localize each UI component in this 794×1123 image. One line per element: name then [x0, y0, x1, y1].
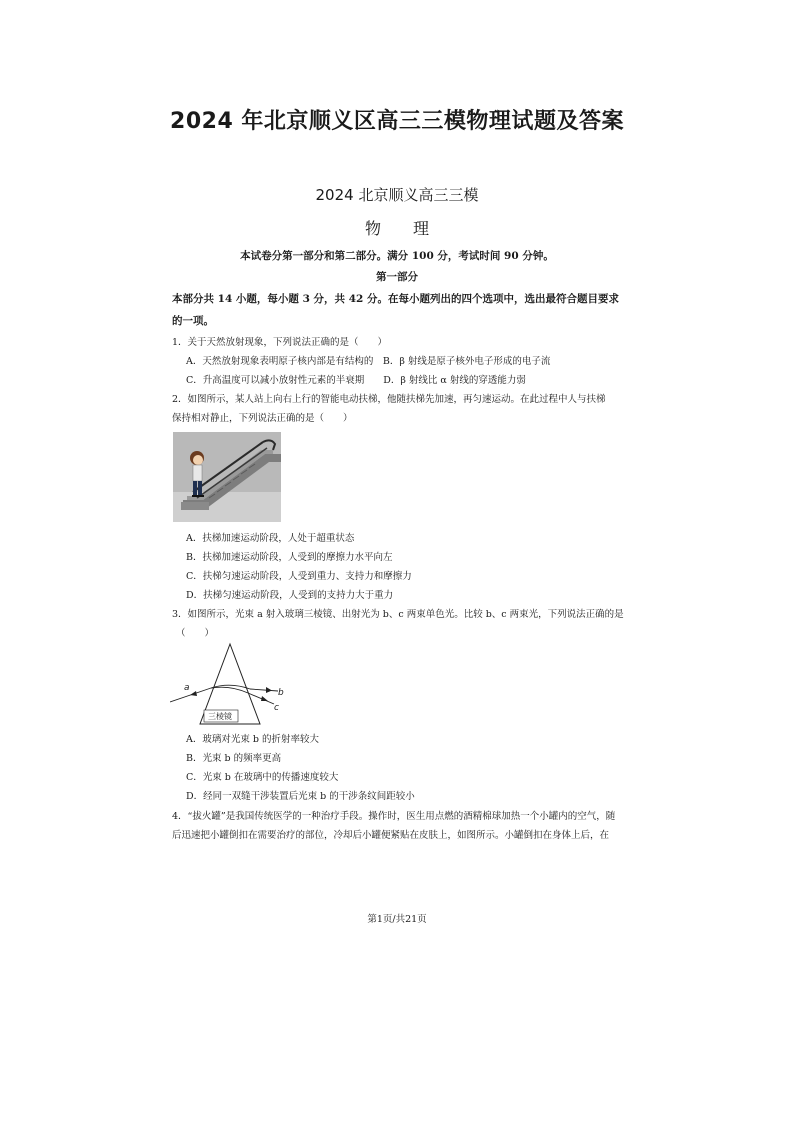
- q1-options-ab: A．天然放射现象表明原子核内部是有结构的 B．β 射线是原子核外电子形成的电子流: [186, 356, 551, 367]
- q2-option-b: B．扶梯加速运动阶段，人受到的摩擦力水平向左: [186, 552, 393, 563]
- q2-stem-line2: 保持相对静止，下列说法正确的是（ ）: [172, 413, 353, 424]
- prism-diagram: [170, 642, 290, 726]
- q2-option-a: A．扶梯加速运动阶段，人处于超重状态: [186, 533, 355, 544]
- escalator-illustration: [173, 432, 281, 522]
- prism-label: 三棱镜: [208, 712, 232, 721]
- prism-figure: [170, 642, 290, 726]
- q1-options-cd: C．升高温度可以减小放射性元素的半衰期 D．β 射线比 α 射线的穿透能力弱: [186, 375, 526, 386]
- page-number: 第1页/共21页: [367, 914, 427, 925]
- q4-stem-line2: 后迅速把小罐倒扣在需要治疗的部位，冷却后小罐便紧贴在皮肤上，如图所示。小罐倒扣在身体上后，在: [172, 830, 610, 841]
- q3-option-a: A．玻璃对光束 b 的折射率较大: [186, 734, 319, 745]
- q3-option-c: C．光束 b 在玻璃中的传播速度较大: [186, 772, 339, 783]
- ray-c-label: c: [274, 703, 279, 713]
- q3-option-b: B．光束 b 的频率更高: [186, 753, 282, 764]
- ray-b-label: b: [278, 688, 284, 698]
- q3-stem-line2: （ ）: [176, 628, 215, 639]
- part1-title: 第一部分: [376, 271, 418, 283]
- document-title: 2024 年北京顺义区高三三模物理试题及答案: [170, 109, 624, 134]
- exam-notice: 本试卷分第一部分和第二部分。满分 100 分，考试时间 90 分钟。: [240, 250, 554, 262]
- q3-stem-line1: 3．如图所示，光束 a 射入玻璃三棱镜、出射光为 b、c 两束单色光。比较 b、c 两束光，下列说法正确的是: [172, 609, 624, 620]
- q2-option-c: C．扶梯匀速运动阶段，人受到重力、支持力和摩擦力: [186, 571, 412, 582]
- escalator-figure: [173, 432, 281, 522]
- exam-title: 2024 北京顺义高三三模: [315, 186, 479, 204]
- ray-a-label: a: [184, 683, 190, 693]
- q2-option-d: D．扶梯匀速运动阶段，人受到的支持力大于重力: [186, 590, 394, 601]
- subject-title: 物 理: [364, 219, 429, 238]
- part1-description: 本部分共 14 小题，每小题 3 分，共 42 分。在每小题列出的四个选项中，选出最符合题目要求的一项。: [172, 293, 619, 327]
- q2-stem-line1: 2．如图所示，某人站上向右上行的智能电动扶梯，他随扶梯先加速，再匀速运动。在此过程中人与扶梯: [172, 394, 606, 405]
- q3-option-d: D．经同一双缝干涉装置后光束 b 的干涉条纹间距较小: [186, 791, 415, 802]
- q4-stem-line1: 4．“拔火罐”是我国传统医学的一种治疗手段。操作时，医生用点燃的酒精棉球加热一个小罐内的空气，随: [172, 811, 616, 822]
- q1-stem: 1．关于天然放射现象，下列说法正确的是（ ）: [172, 337, 388, 348]
